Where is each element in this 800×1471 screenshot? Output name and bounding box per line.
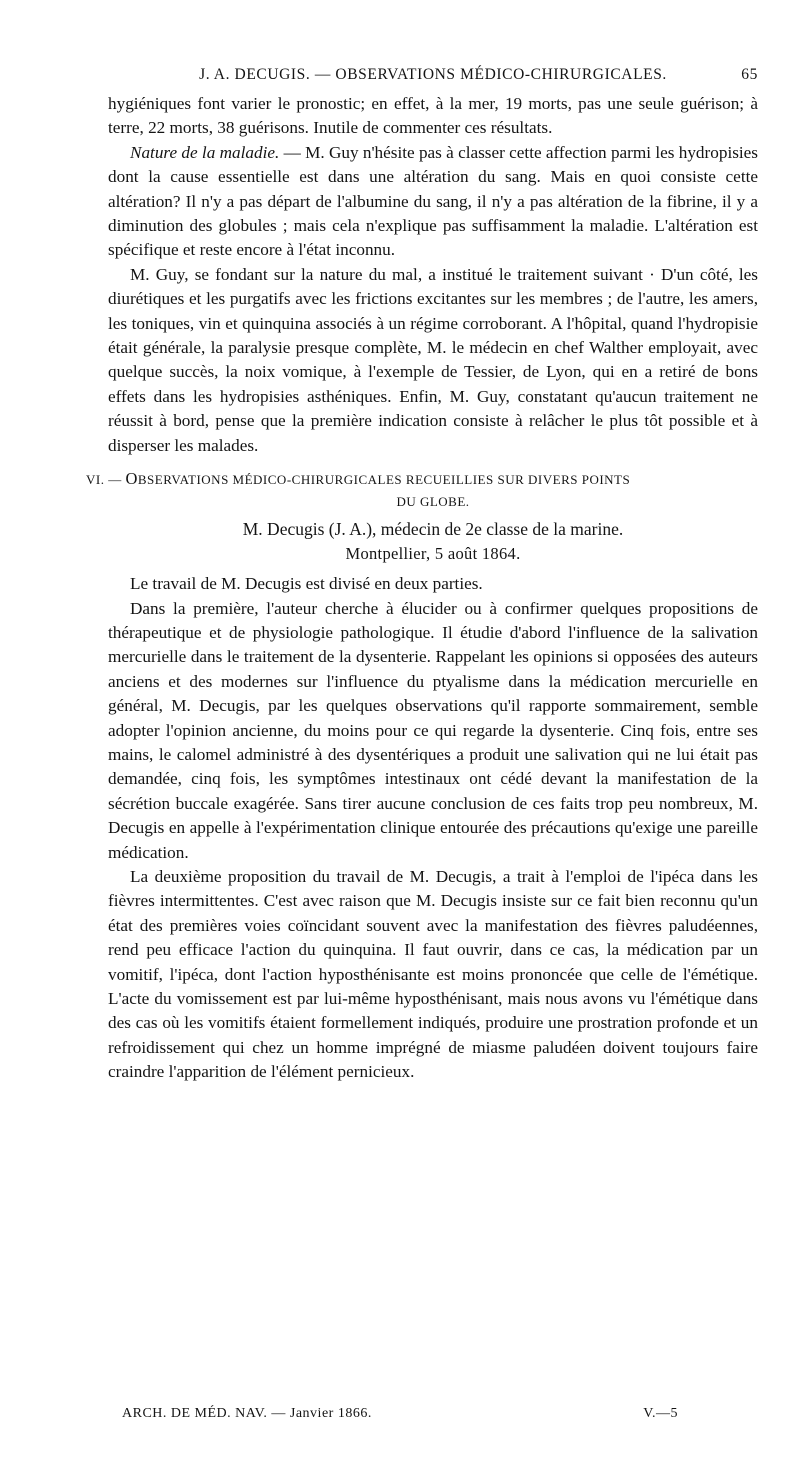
dateline: Montpellier, 5 août 1864.	[345, 544, 521, 564]
section-initial: O	[125, 469, 138, 489]
paragraph-ipeca: La deuxième proposition du travail de M. Decugis, a trait à l'emploi de l'ipéca dans les fièvres intermittentes. C'est avec raison que M. Decugis insiste sur ce fait bien reconnu qu'un état des premières voies coïncidant souvent avec la manifestation des fièvres paludéennes, rend peu efficace l'action du quinquina. Il faut ouvrir, dans ce cas, la médication par un vomitif, l'ipéca, dont l'action hyposthénisante est moins prononcée que celle de l'émétique. L'acte du vomissement est par lui-même hyposthénisant, mais nous avons vu l'émétique dans des cas où les vomitifs étaient formellement indiqués, produire une prostration profonde et un refroidissement qui chez un homme imprégné de miasme paludéen doivent toujours faire craindre l'apparition de l'élément pernicieux.	[108, 866, 758, 1082]
footer-source: ARCH. DE MÉD. NAV. — Janvier 1866.	[122, 1406, 372, 1421]
section-title-line1: BSERVATIONS MÉDICO-CHIRURGICALES RECUEILLIES SUR DIVERS POINTS	[137, 472, 631, 488]
paragraph-nature-text: — M. Guy n'hésite pas à classer cette affection parmi les hydropisies dont la cause essentielle est dans une altération du sang. Mais en quoi consiste cette altération? Il n'y a pas départ de l'albumine du sang, il n'y a pas altération de la fibrine, il y a diminution des globules ; mais cela n'explique pas suffisamment la maladie. L'altération est spécifique et reste encore à l'état inconnu.	[108, 142, 758, 260]
running-head	[108, 66, 758, 84]
author-byline: M. Decugis (J. A.), médecin de 2e classe de la marine.	[242, 519, 624, 540]
section-number: VI.	[86, 472, 105, 488]
page-number: 65	[741, 66, 758, 83]
footer-signature: V.—5	[643, 1406, 678, 1421]
paragraph-intro: Le travail de M. Decugis est divisé en deux parties.	[130, 574, 483, 594]
section-heading	[86, 468, 758, 513]
paragraph-salivation: Dans la première, l'auteur cherche à élucider ou à confirmer quelques propositions de thérapeutique et de physiologie pathologique. Il étudie d'abord l'influence de la salivation mercurielle dans le traitement de la dysenterie. Rappelant les opinions si opposées des auteurs anciens et des modernes sur l'influence du ptyalisme dans la médication mercurielle en général, M. Decugis, par les quelques observations qu'il rapporte sommairement, semble adopter l'opinion ancienne, du moins pour ce qui regarde la dysenterie. Cinq fois, entre ses mains, le calomel administré à des dysentériques a produit une salivation qui ne lui était pas demandée, cinq fois, les symptômes intestinaux ont cédé devant la manifestation de la sécrétion buccale exagérée. Sans tirer aucune conclusion de ces faits trop peu nombreux, M. Decugis en appelle à l'expérimentation clinique entourée des précautions qu'exige une pareille médication.	[108, 598, 758, 862]
paragraph-treatment: M. Guy, se fondant sur la nature du mal, a institué le traitement suivant · D'un côté, les diurétiques et les purgatifs avec les frictions excitantes sur les membres ; de l'autre, les amers, les toniques, vin et quinquina associés à un régime corroborant. A l'hôpital, quand l'hydropisie était générale, la paralysie presque complète, M. le médecin en chef Walther employait, avec quelque succès, la noix vomique, à l'exemple de Tessier, de Lyon, qui en a retiré de bons effets dans les hydropisies asthéniques. Enfin, M. Guy, constatant qu'aucun traitement ne réussit à bord, pense que la première indication consiste à relâcher le plus tôt possible et à disperser les malades.	[108, 264, 758, 455]
run-in-heading: Nature de la maladie.	[130, 142, 280, 162]
page-footer	[122, 1406, 678, 1422]
paragraph-results: hygiéniques font varier le pronostic; en effet, à la mer, 19 morts, pas une seule guérison; à terre, 22 morts, 38 guérisons. Inutile de commenter ces résultats.	[108, 94, 758, 138]
section-dash: —	[104, 472, 126, 488]
paragraph-nature	[108, 141, 758, 263]
running-head-title: J. A. DECUGIS. — OBSERVATIONS MÉDICO-CHIRURGICALES.	[199, 66, 667, 83]
section-title-line2: DU GLOBE.	[396, 494, 470, 510]
